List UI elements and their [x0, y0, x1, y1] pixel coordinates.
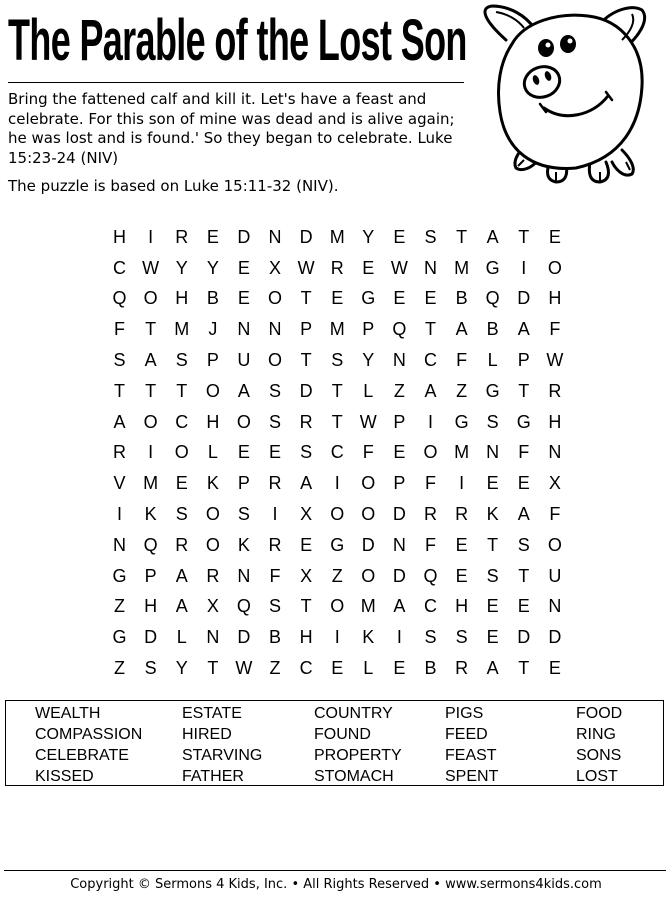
grid-letter[interactable]: O — [330, 596, 345, 617]
grid-row — [104, 468, 570, 499]
grid-letter[interactable]: N — [548, 442, 562, 463]
grid-letter[interactable]: L — [363, 380, 374, 401]
grid-letter[interactable]: S — [175, 350, 188, 371]
grid-letter[interactable]: B — [486, 319, 499, 340]
grid-letter[interactable]: F — [269, 565, 281, 586]
grid-letter[interactable]: L — [363, 658, 374, 679]
grid-letter[interactable]: Z — [114, 596, 126, 617]
grid-letter[interactable]: R — [423, 504, 437, 525]
grid-letter[interactable]: F — [456, 350, 468, 371]
grid-letter[interactable]: E — [393, 226, 406, 247]
grid-letter[interactable]: S — [175, 504, 188, 525]
grid-letter[interactable]: G — [485, 257, 500, 278]
grid-letter[interactable]: E — [486, 627, 499, 648]
grid-letter[interactable]: I — [148, 442, 154, 463]
grid-letter[interactable]: U — [548, 565, 562, 586]
grid-letter[interactable]: O — [547, 257, 562, 278]
title-divider — [8, 82, 464, 83]
grid-letter[interactable]: E — [455, 565, 468, 586]
grid-letter[interactable]: K — [237, 534, 250, 555]
grid-row — [104, 222, 570, 253]
grid-letter[interactable]: S — [424, 627, 437, 648]
grid-letter[interactable]: X — [206, 596, 219, 617]
grid-letter[interactable]: R — [330, 257, 344, 278]
grid-letter[interactable]: Y — [175, 658, 188, 679]
grid-letter[interactable]: W — [297, 257, 315, 278]
grid-letter[interactable]: N — [392, 534, 406, 555]
grid-letter[interactable]: O — [268, 350, 283, 371]
grid-letter[interactable]: G — [112, 627, 127, 648]
grid-letter[interactable]: P — [300, 319, 313, 340]
word-bank-item: KISSED — [35, 768, 94, 785]
grid-letter[interactable]: T — [518, 658, 530, 679]
word-bank-item: STOMACH — [314, 768, 394, 785]
grid-letter[interactable]: U — [237, 350, 251, 371]
grid-row — [104, 653, 570, 684]
grid-letter[interactable]: O — [236, 411, 251, 432]
grid-row — [104, 376, 570, 407]
word-bank-column — [35, 703, 142, 787]
grid-letter[interactable]: I — [521, 257, 527, 278]
grid-letter[interactable]: V — [113, 473, 126, 494]
word-bank-column — [445, 703, 498, 787]
grid-letter[interactable]: M — [329, 226, 345, 247]
grid-row — [104, 499, 570, 530]
word-bank-item: COMPASSION — [35, 726, 143, 743]
grid-letter[interactable]: L — [176, 627, 187, 648]
word-bank-item: STARVING — [182, 747, 263, 764]
grid-letter[interactable]: R — [113, 442, 127, 463]
grid-letter[interactable]: Z — [331, 565, 343, 586]
grid-letter[interactable]: S — [424, 226, 437, 247]
word-bank-item: FOOD — [576, 705, 623, 722]
grid-letter[interactable]: F — [549, 319, 561, 340]
grid-letter[interactable]: D — [361, 534, 375, 555]
word-bank-item: FEAST — [445, 747, 497, 764]
grid-letter[interactable]: T — [424, 319, 436, 340]
grid-letter[interactable]: W — [142, 257, 160, 278]
grid-letter[interactable]: N — [548, 596, 562, 617]
grid-letter[interactable]: N — [486, 442, 500, 463]
cartoon-pig-icon — [472, 0, 664, 188]
grid-letter[interactable]: D — [392, 504, 406, 525]
grid-letter[interactable]: O — [547, 534, 562, 555]
grid-letter[interactable]: M — [329, 319, 345, 340]
grid-letter[interactable]: E — [331, 288, 344, 309]
grid-letter[interactable]: Z — [393, 380, 405, 401]
grid-letter[interactable]: A — [175, 565, 188, 586]
grid-letter[interactable]: I — [117, 504, 123, 525]
grid-letter[interactable]: T — [300, 288, 312, 309]
word-bank-item: PIGS — [445, 705, 484, 722]
grid-letter[interactable]: G — [454, 411, 469, 432]
grid-letter[interactable]: T — [300, 350, 312, 371]
grid-letter[interactable]: I — [427, 411, 433, 432]
grid-letter[interactable]: A — [517, 504, 530, 525]
grid-letter[interactable]: X — [548, 473, 561, 494]
grid-letter[interactable]: I — [148, 226, 154, 247]
grid-letter[interactable]: T — [145, 319, 157, 340]
grid-letter[interactable]: I — [396, 627, 402, 648]
grid-letter[interactable]: A — [486, 658, 499, 679]
word-bank-item: FATHER — [182, 768, 244, 785]
grid-row — [104, 345, 570, 376]
grid-letter[interactable]: D — [548, 627, 562, 648]
grid-letter[interactable]: Q — [112, 288, 127, 309]
grid-letter[interactable]: S — [300, 442, 313, 463]
grid-letter[interactable]: O — [205, 504, 220, 525]
grid-letter[interactable]: N — [423, 257, 437, 278]
grid-letter[interactable]: R — [299, 411, 313, 432]
grid-letter[interactable]: M — [454, 442, 470, 463]
grid-letter[interactable]: Z — [456, 380, 468, 401]
grid-letter[interactable]: R — [548, 380, 562, 401]
word-bank-item: FOUND — [314, 726, 371, 743]
grid-letter[interactable]: P — [393, 473, 406, 494]
grid-letter[interactable]: E — [362, 257, 375, 278]
grid-letter[interactable]: O — [423, 442, 438, 463]
grid-letter[interactable]: M — [143, 473, 159, 494]
grid-letter[interactable]: E — [237, 257, 250, 278]
grid-letter[interactable]: S — [331, 350, 344, 371]
grid-letter[interactable]: S — [237, 504, 250, 525]
grid-letter[interactable]: D — [237, 627, 251, 648]
grid-letter[interactable]: C — [423, 350, 437, 371]
grid-letter[interactable]: P — [206, 350, 219, 371]
grid-letter[interactable]: S — [517, 534, 530, 555]
grid-letter[interactable]: F — [549, 504, 561, 525]
grid-row — [104, 284, 570, 315]
grid-letter[interactable]: O — [205, 534, 220, 555]
grid-letter[interactable]: P — [517, 350, 530, 371]
grid-letter[interactable]: T — [176, 380, 188, 401]
grid-letter[interactable]: N — [268, 226, 282, 247]
grid-letter[interactable]: O — [361, 565, 376, 586]
grid-letter[interactable]: S — [144, 658, 157, 679]
word-bank-column — [576, 703, 622, 787]
grid-letter[interactable]: T — [331, 380, 343, 401]
grid-letter[interactable]: Z — [269, 658, 281, 679]
grid-letter[interactable]: T — [518, 380, 530, 401]
grid-letter[interactable]: Q — [392, 319, 407, 340]
grid-letter[interactable]: E — [237, 288, 250, 309]
grid-letter[interactable]: E — [517, 596, 530, 617]
grid-letter[interactable]: C — [330, 442, 344, 463]
grid-letter[interactable]: T — [114, 380, 126, 401]
grid-letter[interactable]: F — [424, 534, 436, 555]
grid-letter[interactable]: A — [424, 380, 437, 401]
grid-letter[interactable]: Y — [362, 226, 375, 247]
grid-letter[interactable]: E — [393, 658, 406, 679]
grid-letter[interactable]: H — [206, 411, 220, 432]
grid-letter[interactable]: T — [207, 658, 219, 679]
grid-letter[interactable]: S — [113, 350, 126, 371]
grid-letter[interactable]: E — [517, 473, 530, 494]
grid-letter[interactable]: S — [269, 596, 282, 617]
grid-letter[interactable]: T — [331, 411, 343, 432]
grid-letter[interactable]: O — [361, 473, 376, 494]
grid-letter[interactable]: E — [486, 473, 499, 494]
grid-letter[interactable]: T — [518, 226, 530, 247]
grid-letter[interactable]: T — [518, 565, 530, 586]
grid-letter[interactable]: A — [300, 473, 313, 494]
grid-letter[interactable]: I — [334, 627, 340, 648]
grid-letter[interactable]: E — [206, 226, 219, 247]
grid-letter[interactable]: A — [455, 319, 468, 340]
grid-letter[interactable]: A — [144, 350, 157, 371]
grid-letter[interactable]: H — [175, 288, 189, 309]
grid-letter[interactable]: O — [174, 442, 189, 463]
grid-row — [104, 561, 570, 592]
grid-letter[interactable]: E — [424, 288, 437, 309]
grid-letter[interactable]: B — [269, 627, 282, 648]
grid-letter[interactable]: A — [486, 226, 499, 247]
word-bank-item: RING — [576, 726, 616, 743]
grid-letter[interactable]: E — [300, 534, 313, 555]
grid-letter[interactable]: O — [143, 411, 158, 432]
grid-letter[interactable]: R — [455, 658, 469, 679]
grid-letter[interactable]: P — [362, 319, 375, 340]
grid-letter[interactable]: B — [206, 288, 219, 309]
grid-row — [104, 253, 570, 284]
grid-letter[interactable]: F — [362, 442, 374, 463]
grid-row — [104, 314, 570, 345]
page-title: The Parable of the Lost Son — [8, 8, 467, 73]
grid-letter[interactable]: J — [208, 319, 218, 340]
grid-letter[interactable]: N — [237, 565, 251, 586]
grid-letter[interactable]: G — [112, 565, 127, 586]
grid-letter[interactable]: Y — [175, 257, 188, 278]
footer-divider — [4, 870, 666, 871]
grid-letter[interactable]: C — [423, 596, 437, 617]
word-bank-column — [182, 703, 262, 787]
grid-row — [104, 530, 570, 561]
scripture-passage: Bring the fattened calf and kill it. Let's have a feast and celebrate. For this son of mine was dead and is alive again; he was lost and is found.' So they began to celebrate. Luke 15:23-24 (NIV) — [8, 90, 455, 167]
grid-letter[interactable]: A — [113, 411, 126, 432]
grid-letter[interactable]: T — [487, 534, 499, 555]
grid-letter[interactable]: E — [393, 288, 406, 309]
grid-letter[interactable]: X — [300, 565, 313, 586]
grid-row — [104, 407, 570, 438]
word-bank-item: FEED — [445, 726, 488, 743]
grid-letter[interactable]: S — [455, 627, 468, 648]
grid-letter[interactable]: O — [205, 380, 220, 401]
grid-letter[interactable]: I — [272, 504, 278, 525]
word-bank-column — [314, 703, 402, 787]
grid-letter[interactable]: A — [517, 319, 530, 340]
grid-letter[interactable]: O — [330, 504, 345, 525]
grid-letter[interactable]: G — [330, 534, 345, 555]
copyright-footer: Copyright © Sermons 4 Kids, Inc. • All Rights Reserved • www.sermons4kids.com — [70, 877, 602, 892]
grid-letter[interactable]: K — [144, 504, 157, 525]
grid-letter[interactable]: M — [454, 257, 470, 278]
grid-letter[interactable]: D — [299, 226, 313, 247]
grid-letter[interactable]: Y — [206, 257, 219, 278]
grid-letter[interactable]: H — [113, 226, 127, 247]
word-bank-item: ESTATE — [182, 705, 242, 722]
grid-row — [104, 592, 570, 623]
grid-letter[interactable]: K — [206, 473, 219, 494]
grid-letter[interactable]: E — [393, 442, 406, 463]
grid-letter[interactable]: Z — [114, 658, 126, 679]
grid-letter[interactable]: H — [548, 288, 562, 309]
grid-letter[interactable]: A — [175, 596, 188, 617]
grid-letter[interactable]: R — [206, 565, 220, 586]
grid-letter[interactable]: N — [392, 350, 406, 371]
grid-letter[interactable]: H — [548, 411, 562, 432]
grid-letter[interactable]: P — [144, 565, 157, 586]
grid-letter[interactable]: R — [175, 226, 189, 247]
grid-letter[interactable]: D — [517, 627, 531, 648]
grid-letter[interactable]: E — [175, 473, 188, 494]
grid-letter[interactable]: Q — [485, 288, 500, 309]
grid-letter[interactable]: S — [486, 411, 499, 432]
grid-letter[interactable]: F — [518, 442, 530, 463]
grid-letter[interactable]: M — [174, 319, 190, 340]
word-bank-item: COUNTRY — [314, 705, 393, 722]
word-bank-item: SPENT — [445, 768, 499, 785]
grid-letter[interactable]: I — [459, 473, 465, 494]
grid-row — [104, 438, 570, 469]
grid-letter[interactable]: A — [237, 380, 250, 401]
grid-letter[interactable]: S — [269, 380, 282, 401]
grid-letter[interactable]: N — [237, 319, 251, 340]
grid-letter[interactable]: C — [113, 257, 127, 278]
word-bank-item: LOST — [576, 768, 618, 785]
letter-grid — [104, 222, 570, 684]
grid-letter[interactable]: W — [359, 411, 377, 432]
grid-letter[interactable]: E — [331, 658, 344, 679]
grid-letter[interactable]: E — [237, 442, 250, 463]
grid-letter[interactable]: I — [334, 473, 340, 494]
word-bank-item: CELEBRATE — [35, 747, 129, 764]
grid-letter[interactable]: H — [455, 596, 469, 617]
grid-letter[interactable]: R — [268, 534, 282, 555]
grid-letter[interactable]: G — [361, 288, 376, 309]
grid-letter[interactable]: Q — [236, 596, 251, 617]
grid-letter[interactable]: M — [360, 596, 376, 617]
grid-letter[interactable]: G — [485, 380, 500, 401]
grid-letter[interactable]: W — [546, 350, 564, 371]
grid-letter[interactable]: E — [486, 596, 499, 617]
grid-letter[interactable]: C — [175, 411, 189, 432]
grid-letter[interactable]: X — [269, 257, 282, 278]
grid-row — [104, 622, 570, 653]
grid-letter[interactable]: X — [300, 504, 313, 525]
grid-letter[interactable]: D — [517, 288, 531, 309]
grid-letter[interactable]: O — [143, 288, 158, 309]
word-bank — [5, 700, 664, 786]
grid-letter[interactable]: H — [299, 627, 313, 648]
word-bank-item: SONS — [576, 747, 622, 764]
grid-letter[interactable]: E — [269, 442, 282, 463]
grid-letter[interactable]: E — [548, 226, 561, 247]
grid-letter[interactable]: R — [455, 504, 469, 525]
grid-letter[interactable]: P — [393, 411, 406, 432]
grid-letter[interactable]: L — [207, 442, 218, 463]
grid-letter[interactable]: F — [424, 473, 436, 494]
grid-letter[interactable]: N — [113, 534, 127, 555]
grid-letter[interactable]: Q — [423, 565, 438, 586]
grid-letter[interactable]: T — [456, 226, 468, 247]
grid-letter[interactable]: O — [361, 504, 376, 525]
grid-letter[interactable]: D — [144, 627, 158, 648]
grid-letter[interactable]: D — [299, 380, 313, 401]
puzzle-source-note: The puzzle is based on Luke 15:11-32 (NIV). — [8, 177, 339, 195]
grid-letter[interactable]: E — [548, 658, 561, 679]
grid-letter[interactable]: G — [516, 411, 531, 432]
grid-letter[interactable]: T — [300, 596, 312, 617]
grid-letter[interactable]: N — [268, 319, 282, 340]
word-bank-item: WEALTH — [35, 705, 101, 722]
grid-letter[interactable]: B — [424, 658, 437, 679]
grid-letter[interactable]: N — [206, 627, 220, 648]
grid-letter[interactable]: R — [268, 473, 282, 494]
grid-letter[interactable]: E — [455, 534, 468, 555]
word-bank-item: HIRED — [182, 726, 232, 743]
grid-letter[interactable]: C — [299, 658, 313, 679]
word-bank-item: PROPERTY — [314, 747, 402, 764]
grid-letter[interactable]: Q — [143, 534, 158, 555]
grid-letter[interactable]: S — [269, 411, 282, 432]
grid-letter[interactable]: T — [145, 380, 157, 401]
grid-letter[interactable]: K — [362, 627, 375, 648]
grid-letter[interactable]: D — [392, 565, 406, 586]
grid-letter[interactable]: S — [486, 565, 499, 586]
grid-letter[interactable]: B — [455, 288, 468, 309]
grid-letter[interactable]: O — [268, 288, 283, 309]
grid-letter[interactable]: P — [237, 473, 250, 494]
grid-letter[interactable]: R — [175, 534, 189, 555]
grid-letter[interactable]: W — [235, 658, 253, 679]
grid-letter[interactable]: K — [486, 504, 499, 525]
grid-letter[interactable]: A — [393, 596, 406, 617]
grid-letter[interactable]: W — [390, 257, 408, 278]
grid-letter[interactable]: F — [114, 319, 126, 340]
grid-letter[interactable]: L — [487, 350, 498, 371]
grid-letter[interactable]: D — [237, 226, 251, 247]
grid-letter[interactable]: H — [144, 596, 158, 617]
grid-letter[interactable]: Y — [362, 350, 375, 371]
